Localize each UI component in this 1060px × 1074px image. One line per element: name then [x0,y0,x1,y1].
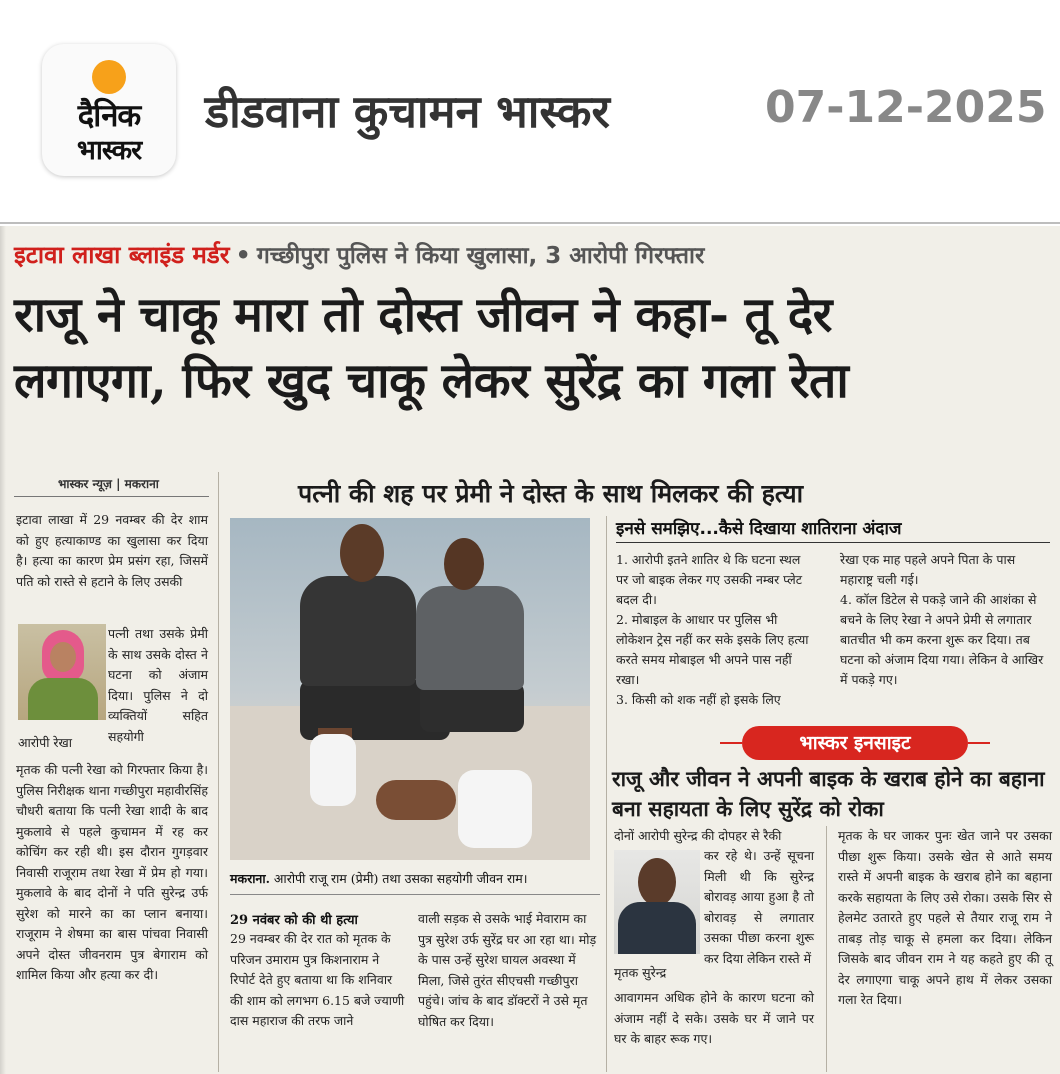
left-column-wrap-text: पत्नी तथा उसके प्रेमी के साथ उसके दोस्त ने घटना को अंजाम दिया। पुलिस ने दो व्यक्तियों सहित सहयोगी [108,626,208,744]
explainer-title: इनसे समझिए...कैसे दिखाया शातिराना अंदाज [616,519,902,539]
sun-icon [92,60,126,94]
header-divider [0,222,1060,224]
man2-head-shape [444,538,484,590]
bhaskar-insight-badge: भास्कर इनसाइट [742,726,968,760]
man1-head-shape [340,524,384,582]
byline: भास्कर न्यूज़ | मकराना [58,477,159,491]
man1-body-shape [300,576,416,686]
middle-column-2: वाली सड़क से उसके भाई मेवाराम का पुत्र सुरेश उर्फ सुरेंद्र घर आ रहा था। मोड़ के पास उन्हें सुरेश घायल अवस्था में मिला, जिसे तुरंत सीएचसी गच्छीपुरा पहुंचे। जांच के बाद डॉक्टरों ने उसे मृत घोषित कर दिया। [418,911,597,1029]
app-header [0,0,1060,222]
caption-divider [230,894,600,895]
kicker-separator: • [235,241,251,269]
accused-rekha-caption: आरोपी रेखा [18,735,73,750]
column-divider [606,516,607,1072]
article-kicker [14,238,704,271]
left-column-body: मृतक की पत्नी रेखा को गिरफ्तार किया है।पुलिस निरीक्षक थाना गच्छीपुरा महावीरसिंह चौधरी बताया कि पत्नी रेखा शादी के बाद मुकलावे से पहले कुचामन में रह कर कोचिंग कर रही थी। इस दौरान गुगड़वार निवासी राजूराम तथा रेखा में प्रेम हो गया। मुकलावे के बाद दोनों ने पति सुरेन्द्र उर्फ सुरेश को मारने का का प्लान बनाया। राजूराम ने शेषमा का बास पांचवा निवासी अपने दोस्त जीवनराम पुत्र बेगाराम को शामिल किया और हत्या कर दी। [16,762,208,982]
middle-column-1: 29 नवम्बर की देर रात को मृतक के परिजन उमाराम पुत्र किशनाराम ने रिपोर्ट देते हुए बताया था कि शनिवार की शाम को लगभग 6.15 बजे ज्याणी दास महाराज की तरफ जाने [230,931,405,1028]
insight-column-1-wrap [704,846,814,969]
explainer-item: रेखा एक माह पहले अपने पिता के पास महाराष्ट्र चली गई। [840,552,1016,587]
body-shape [28,678,98,720]
headline-line-2: लगाएगा, फिर खुद चाकू लेकर सुरेंद्र का गला रेता [14,353,849,409]
headline-line-1: राजू ने चाकू मारा तो दोस्त जीवन ने कहा- तू देर [14,287,832,343]
insight-column-2: मृतक के घर जाकर पुनः खेत जाने पर उसका पीछा शुरू किया। उसके खेत से आते समय रास्ते में अपनी बाइक के खराब होने का बहाना करके सहायता के लिए उसे रोका। उसके सिर से हेलमेट उतारते हुए पहले से तैयार राजू राम ने ताबड़ तोड़ चाकू से हमला कर दिया। लेकिन जिसके बाद जीवन राम ने यह कहते हुए की तू देर लगाएगा चाकू अपने हाथ में लेकर उसका गला रेत दिया। [838,828,1052,1007]
jacket-shape [618,902,696,954]
kicker-summary: गच्छीपुरा पुलिस ने किया खुलासा, 3 आरोपी गिरफ्तार [256,243,705,269]
photo-caption [230,870,528,887]
badge-line-right [968,742,990,744]
badge-line-left [720,742,742,744]
face-shape [50,642,76,672]
caption-text: आरोपी राजू राम (प्रेमी) तथा उसका सहयोगी जीवन राम। [269,871,528,886]
accused-rekha-photo [18,624,106,720]
man2-body-shape [416,586,524,690]
caption-place: मकराना. [230,871,270,886]
head-shape [638,858,676,906]
article-headline [14,282,1054,414]
epaper-clipping[interactable] [0,226,1060,1074]
victim-surendra-caption: मृतक सुरेन्द्र [614,965,667,980]
column-divider [826,826,827,1072]
explainer-column-2 [840,550,1050,690]
kicker-topic: इटावा लाखा ब्लाइंड मर्डर [14,241,230,269]
column-divider [218,472,219,1072]
insight-column-1-intro: दोनों आरोपी सुरेन्द्र की दोपहर से रैकी [614,828,782,843]
page-edge-shadow [0,226,6,1074]
section-heading: 29 नवंबर को की थी हत्या [230,913,358,928]
logo-text-line1: दैनिक [77,98,141,134]
insight-wrap-text-2: दिया लेकिन रास्ते में [722,950,812,966]
accused-men-photo [230,518,590,860]
explainer-divider [616,542,1050,543]
explainer-column-1 [616,550,816,710]
article-subheadline: पत्नी की शह पर प्रेमी ने दोस्त के साथ मिलकर की हत्या [298,479,804,508]
insight-wrap-text: कर रहे थे। उन्हें सूचना मिली थी कि सुरेन्द्र बोरावड़ आया हुआ है तो बोरावड़ से लगातार उसका पीछा करना शुरू कर [704,848,814,966]
left-column-intro: इटावा लाखा में 29 नवम्बर की देर शाम को हुए हत्याकाण्ड का खुलासा कर दिया है। हत्या का कारण प्रेम प्रसंग रहा, जिसमें पति को रास्ते से हटाने के लिए उसकी [16,512,208,589]
victim-surendra-photo [614,850,700,954]
edition-date: 07-12-2025 [765,82,1047,133]
byline-divider [14,496,209,497]
dainik-bhaskar-logo[interactable] [42,44,176,176]
explainer-item: 2. मोबाइल के आधार पर पुलिस भी लोकेशन ट्रेस नहीं कर सके इसके लिए हत्या करते समय मोबाइल भी अपने पास नहीं रखा। [616,612,809,687]
explainer-item: 1. आरोपी इतने शातिर थे कि घटना स्थल पर जो बाइक लेकर गए उसकी नम्बर प्लेट बदल दी। [616,552,803,607]
edition-title: डीडवाना कुचामन भास्कर [205,85,610,138]
logo-text-line2: भास्कर [76,135,142,166]
bandage-shape [458,770,532,848]
bandage-shape [310,734,356,806]
insight-column-1-body: आवागमन अधिक होने के कारण घटना को अंजाम नहीं दे सके। उसके घर में जाने पर घर के बाहर रूक गए। [614,990,814,1046]
feet-shape [376,780,456,820]
explainer-item: 3. किसी को शक नहीं हो इसके लिए [616,692,781,707]
insight-headline: राजू और जीवन ने अपनी बाइक के खराब होने का बहाना बना सहायता के लिए सुरेंद्र को रोका [612,767,1045,821]
explainer-item: 4. कॉल डिटेल से पकड़े जाने की आशंका से बचने के लिए रेखा ने अपने प्रेमी से लगातार बातचीत भी कम करना शुरू कर दिया। तब घटना को अंजाम दिया गया। लेकिन वे आखिर में पकड़े गए। [840,592,1044,687]
